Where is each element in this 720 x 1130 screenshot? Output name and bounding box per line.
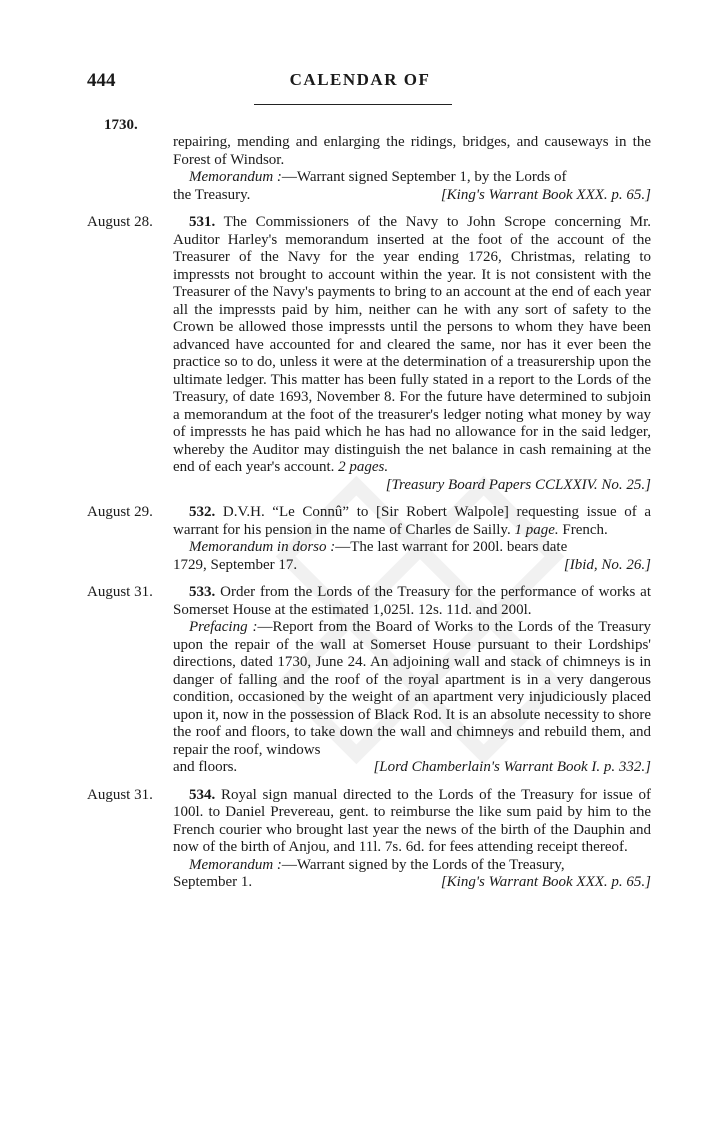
memo-label: Memorandum :	[189, 856, 282, 873]
header-rule	[254, 104, 452, 105]
continuation-memo	[173, 169, 651, 187]
page-count: 1 page.	[514, 521, 559, 538]
entry-number: 531.	[189, 214, 216, 230]
source-citation: [Ibid, No. 26.]	[563, 556, 651, 573]
memo-text: —The last warrant for 200l. bears date	[335, 539, 568, 555]
source-citation: [Lord Chamberlain's Warrant Book I. p. 332.]	[373, 759, 651, 775]
memo-tail: September 1.	[173, 874, 253, 890]
entry-memo-tail	[173, 874, 651, 892]
continuation-memo-tail	[173, 187, 651, 205]
source-citation: [King's Warrant Book XXX. p. 65.]	[440, 874, 651, 890]
entry-533	[0, 584, 720, 777]
entry-531	[0, 214, 720, 494]
source-citation: [Treasury Board Papers CCLXXIV. No. 25.]	[385, 476, 651, 493]
preface-tail: and floors.	[173, 759, 238, 775]
entry-number: 534.	[189, 786, 216, 803]
entry-preface	[173, 619, 651, 759]
language-note: French.	[562, 521, 608, 538]
page-number: 444	[87, 70, 116, 91]
entry-memo	[173, 539, 651, 557]
running-title: CALENDAR OF	[289, 70, 431, 89]
entry-text	[173, 584, 651, 619]
source-citation: [King's Warrant Book XXX. p. 65.]	[440, 186, 651, 203]
memo-label: Memorandum :	[189, 169, 282, 185]
entry-body: Order from the Lords of the Treasury for the performance of works at Somerset House at the estimated 1,025l. 12s. 11d. and 200l.	[173, 584, 651, 618]
preface-text: —Report from the Board of Works to the Lords of the Treasury upon the repair of the wall at Somerset House pursuant to their Lordships' directions, dated 1730, June 24. An adjoining wall and stack of chimneys is in danger of falling and the roof of the royal apartment is in a very dangerous condition, occasioned by the weight of an apartment very injudiciously placed upon it, now in the possession of Black Rod. It is an absolute necessity to shore the roof and floors, to take down the wall and chimneys and rebuild them, and repair the roof, windows	[173, 619, 651, 758]
entry-532	[0, 504, 720, 574]
preface-label: Prefacing :	[189, 619, 258, 635]
continuation-entry	[0, 134, 720, 204]
entry-date: August 31.	[87, 786, 153, 803]
entry-text	[173, 504, 651, 539]
entry-memo-tail	[173, 557, 651, 575]
entry-text	[173, 214, 651, 477]
entry-date: August 31.	[87, 584, 153, 600]
entry-number: 532.	[189, 504, 216, 520]
page-count: 2 pages.	[338, 459, 389, 475]
entry-number: 533.	[189, 584, 216, 600]
continuation-text: repairing, mending and enlarging the ridings, bridges, and causeways in the Forest of Windsor.	[173, 134, 651, 168]
memo-tail: the Treasury.	[173, 186, 251, 203]
entry-date: August 28.	[87, 214, 153, 230]
page-header	[0, 70, 720, 100]
entry-body: D.V.H. “Le Connû” to [Sir Robert Walpole] requesting issue of a warrant for his pension in the name of Charles de Sailly.	[173, 504, 651, 538]
memo-label: Memorandum in dorso :	[189, 539, 336, 555]
entry-preface-tail	[173, 759, 651, 777]
entry-text	[173, 787, 651, 857]
entry-memo	[173, 857, 651, 875]
page-body	[0, 134, 720, 900]
entry-534	[0, 787, 720, 892]
memo-tail: 1729, September 17.	[173, 556, 298, 573]
memo-text: —Warrant signed by the Lords of the Treasury,	[281, 856, 565, 873]
entry-body: Royal sign manual directed to the Lords of the Treasury for issue of 100l. to Daniel Prevereau, gent. to reimburse the like sum paid by him to the French courier who brought last year the news of the birth of the Dauphin and now of the birth of Anjou, and 11l. 7s. 6d. for fees attending receipt thereof.	[173, 786, 652, 855]
memo-text: —Warrant signed September 1, by the Lords of	[281, 169, 567, 185]
entry-date: August 29.	[87, 504, 153, 520]
entry-body: The Commissioners of the Navy to John Scrope concerning Mr. Auditor Harley's memorandum inserted at the foot of the account of the Treasurer of the Navy for the year ending 1726, Christmas, relating to impressts not brought to account within the year. It is not consistent with the Treasurer of the Navy's payments to bring to an account at the end of each year all the impressts paid by him, neither can he with any sort of safety to the Crown be allowed those impressts until the persons to whom they have been advanced have accounted for and cleared the same, nor has it ever been the practice so to do, unless it were at the determination of a treasurership upon the ultimate ledger. This matter has been fully stated in a report to the Lords of the Treasury, of date 1693, November 8. For the future have determined to subjoin a memorandum at the foot of the treasurer's ledger noting what money by way of impressts he has paid which he has had no allowance for in the said ledger, whereby the Auditor may distinguish the net balance in cash remaining at the end of each year's account.	[173, 214, 651, 475]
year-marker: 1730.	[104, 117, 138, 133]
